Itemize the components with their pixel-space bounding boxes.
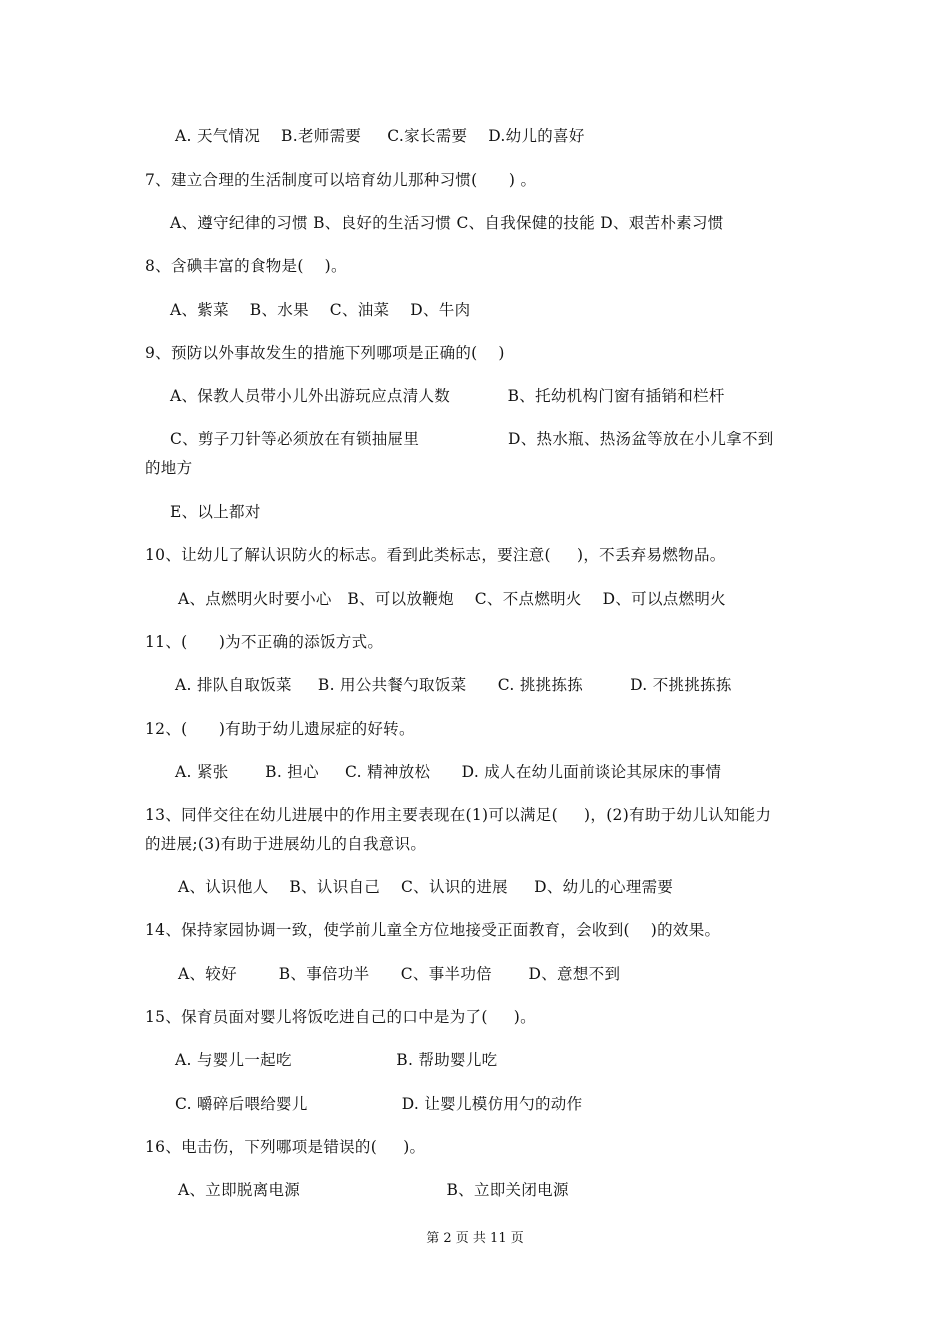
question-13-continued: 的进展;(3)有助于进展幼儿的自我意识。 bbox=[145, 835, 427, 853]
option-line: E、以上都对 bbox=[170, 503, 261, 521]
question-8: 8、含碘丰富的食物是( )。 bbox=[145, 257, 347, 275]
question-13: 13、同伴交往在幼儿进展中的作用主要表现在(1)可以满足( )，(2)有助于幼儿认知能力 bbox=[145, 806, 772, 824]
question-11: 11、( )为不正确的添饭方式。 bbox=[145, 633, 384, 651]
question-14: 14、保持家园协调一致，使学前儿童全方位地接受正面教育，会收到( )的效果。 bbox=[145, 921, 721, 939]
page-footer: 第 2 页 共 11 页 bbox=[426, 1231, 524, 1246]
question-15: 15、保育员面对婴儿将饭吃进自己的口中是为了( )。 bbox=[145, 1008, 536, 1026]
option-line: A、紫菜 B、水果 C、油菜 D、牛肉 bbox=[170, 301, 471, 319]
option-line: A. 紧张 B. 担心 C. 精神放松 D. 成人在幼儿面前谈论其尿床的事情 bbox=[175, 763, 722, 781]
option-line: A. 与婴儿一起吃 B. 帮助婴儿吃 bbox=[175, 1051, 498, 1069]
option-line: A. 天气情况 B.老师需要 C.家长需要 D.幼儿的喜好 bbox=[175, 127, 585, 145]
option-line: A. 排队自取饭菜 B. 用公共餐勺取饭菜 C. 挑挑拣拣 D. 不挑挑拣拣 bbox=[175, 676, 732, 694]
option-line: C. 嚼碎后喂给婴儿 D. 让婴儿模仿用勺的动作 bbox=[175, 1095, 583, 1113]
question-12: 12、( )有助于幼儿遗尿症的好转。 bbox=[145, 720, 415, 738]
option-line: A、立即脱离电源 B、立即关闭电源 bbox=[178, 1181, 569, 1199]
option-line: A、遵守纪律的习惯 B、良好的生活习惯 C、自我保健的技能 D、艰苦朴素习惯 bbox=[170, 214, 724, 232]
option-line: A、保教人员带小儿外出游玩应点清人数 B、托幼机构门窗有插销和栏杆 bbox=[170, 387, 725, 405]
question-9: 9、预防以外事故发生的措施下列哪项是正确的( ) bbox=[145, 344, 505, 362]
option-line: C、剪子刀针等必须放在有锁抽屉里 D、热水瓶、热汤盆等放在小儿拿不到 bbox=[170, 430, 774, 448]
option-line: A、较好 B、事倍功半 C、事半功倍 D、意想不到 bbox=[178, 965, 621, 983]
option-line: A、点燃明火时要小心 B、可以放鞭炮 C、不点燃明火 D、可以点燃明火 bbox=[178, 590, 726, 608]
option-line: A、认识他人 B、认识自己 C、认识的进展 D、幼儿的心理需要 bbox=[178, 878, 674, 896]
question-16: 16、电击伤，下列哪项是错误的( )。 bbox=[145, 1138, 426, 1156]
question-10: 10、让幼儿了解认识防火的标志。看到此类标志，要注意( )，不丢弃易燃物品。 bbox=[145, 546, 726, 564]
option-line-continued: 的地方 bbox=[145, 459, 193, 477]
question-7: 7、建立合理的生活制度可以培育幼儿那种习惯( ) 。 bbox=[145, 171, 537, 189]
